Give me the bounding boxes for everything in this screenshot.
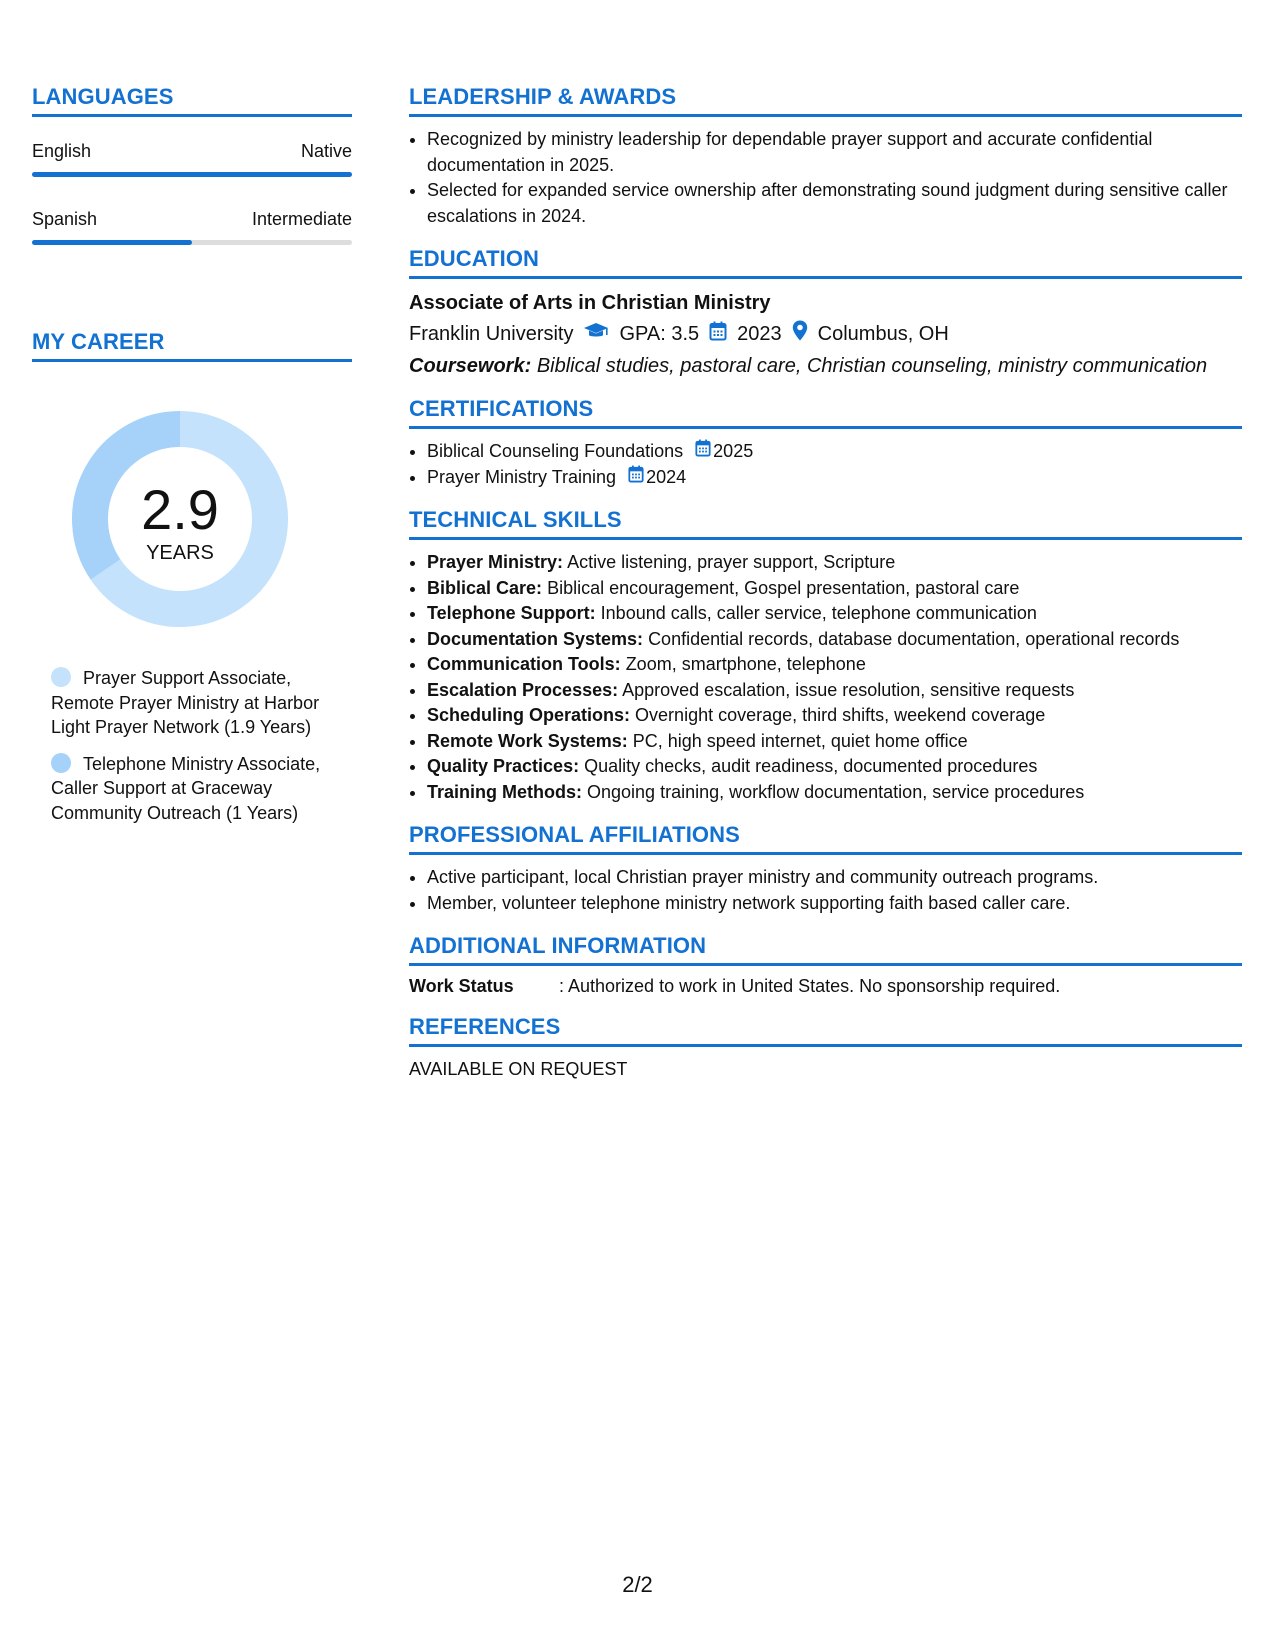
career-donut-chart [67, 406, 293, 632]
certification-item [427, 439, 1242, 465]
certifications-heading: CERTIFICATIONS [409, 398, 1242, 429]
references-text: AVAILABLE ON REQUEST [409, 1059, 628, 1079]
coursework-text: Biblical studies, pastoral care, Christian counseling, ministry communication [536, 355, 1208, 377]
skill-item [427, 576, 1242, 602]
education-meta [409, 320, 1242, 348]
calendar-icon [695, 439, 711, 465]
language-proficiency-fill [32, 172, 352, 177]
education-degree: Associate of Arts in Christian Ministry [409, 292, 771, 314]
education-school: Franklin University [409, 323, 574, 345]
additional-section [409, 935, 1242, 997]
skills-list [409, 550, 1242, 805]
affiliation-item: • Member, volunteer telephone ministry network supporting faith based caller care. [427, 891, 1242, 917]
language-spanish [32, 209, 352, 245]
education-section [409, 248, 1242, 379]
skill-item [427, 627, 1242, 653]
certification-year: 2024 [646, 466, 687, 487]
career-legend [51, 666, 352, 825]
skill-label: Prayer Ministry: [427, 552, 564, 572]
skill-label: Training Methods: [427, 781, 582, 802]
left-column [32, 86, 352, 837]
graduation-cap-icon [583, 321, 609, 347]
additional-heading: ADDITIONAL INFORMATION [409, 935, 1242, 966]
skill-label: Biblical Care: [427, 577, 543, 598]
certifications-section [409, 398, 1242, 490]
skill-item [427, 729, 1242, 755]
affiliations-section [409, 824, 1242, 916]
skill-value: Biblical encouragement, Gospel presentation, pastoral care [547, 577, 1020, 598]
leadership-item: • Selected for expanded service ownership after demonstrating sound judgment during sensitive caller escalations in 2024. [427, 178, 1242, 229]
calendar-icon [628, 465, 644, 491]
skill-label: Telephone Support: [427, 603, 596, 623]
languages-heading: LANGUAGES [32, 86, 352, 117]
skill-label: Remote Work Systems: [427, 730, 628, 751]
affiliation-item: • Active participant, local Christian prayer ministry and community outreach programs. [427, 865, 1242, 891]
skill-value: Zoom, smartphone, telephone [625, 654, 866, 674]
certification-item [427, 465, 1242, 491]
language-proficiency-bar [32, 240, 352, 245]
skill-label: Escalation Processes: [427, 679, 619, 700]
skill-item [427, 678, 1242, 704]
language-proficiency-fill [32, 240, 192, 245]
certification-name: • Biblical Counseling Foundations [427, 441, 684, 461]
skill-item [427, 780, 1242, 806]
page-number: 2/2 [622, 1572, 653, 1597]
certification-name: • Prayer Ministry Training [427, 466, 617, 487]
skill-value: PC, high speed internet, quiet home office [632, 730, 968, 751]
work-status-key: Work Status [409, 976, 514, 996]
skill-value: Confidential records, database documentation, operational records [648, 628, 1180, 649]
skill-value: Ongoing training, workflow documentation, service procedures [587, 781, 1085, 802]
career-total-unit: YEARS [146, 542, 214, 564]
language-english [32, 141, 352, 177]
legend-dot-icon [51, 753, 71, 773]
leadership-section [409, 86, 1242, 229]
references-heading: REFERENCES [409, 1016, 1242, 1047]
skill-label: Quality Practices: [427, 756, 580, 776]
language-level: Intermediate [251, 209, 352, 229]
skill-label: Scheduling Operations: [427, 705, 631, 725]
education-year: 2023 [737, 323, 782, 345]
language-level: Native [300, 141, 352, 161]
affiliations-heading: PROFESSIONAL AFFILIATIONS [409, 824, 1242, 855]
language-name: English [32, 141, 92, 161]
education-heading: EDUCATION [409, 248, 1242, 279]
career-total-value: 2.9 [141, 478, 219, 541]
skills-heading: TECHNICAL SKILLS [409, 509, 1242, 540]
right-column [409, 86, 1242, 1080]
career-legend-label: Prayer Support Associate, Remote Prayer Ministry at Harbor Light Prayer Network (1.9 Years) [51, 668, 320, 737]
skill-value: Approved escalation, issue resolution, sensitive requests [622, 679, 1075, 700]
skills-section [409, 509, 1242, 805]
work-status-value: : Authorized to work in United States. No sponsorship required. [559, 976, 1061, 996]
certification-year: 2025 [713, 441, 754, 461]
skill-item [427, 601, 1242, 627]
education-coursework [409, 353, 1242, 379]
education-location: Columbus, OH [817, 323, 949, 345]
skill-item [427, 754, 1242, 780]
skill-value: Inbound calls, caller service, telephone communication [600, 603, 1037, 623]
work-status-row [409, 976, 1242, 997]
language-name: Spanish [32, 209, 98, 229]
career-legend-item [51, 666, 352, 740]
skill-item [427, 652, 1242, 678]
education-gpa: GPA: 3.5 [619, 323, 700, 345]
calendar-icon [709, 321, 727, 348]
skill-label: Communication Tools: [427, 654, 621, 674]
skill-label: Documentation Systems: [427, 628, 644, 649]
legend-dot-icon [51, 667, 71, 687]
career-heading: MY CAREER [32, 331, 352, 362]
coursework-label: Coursework: [409, 355, 532, 377]
map-pin-icon [792, 320, 808, 348]
references-section [409, 1016, 1242, 1080]
career-legend-item [51, 752, 352, 826]
skill-value: Quality checks, audit readiness, documented procedures [584, 756, 1038, 776]
language-proficiency-bar [32, 172, 352, 177]
career-legend-label: Telephone Ministry Associate, Caller Support at Graceway Community Outreach (1 Years) [51, 753, 321, 823]
leadership-heading: LEADERSHIP & AWARDS [409, 86, 1242, 117]
leadership-item: • Recognized by ministry leadership for dependable prayer support and accurate confidential documentation in 2025. [427, 127, 1242, 178]
skill-item [427, 550, 1242, 576]
skill-value: Overnight coverage, third shifts, weekend coverage [635, 705, 1046, 725]
skill-value: Active listening, prayer support, Scripture [567, 552, 896, 572]
skill-item [427, 703, 1242, 729]
